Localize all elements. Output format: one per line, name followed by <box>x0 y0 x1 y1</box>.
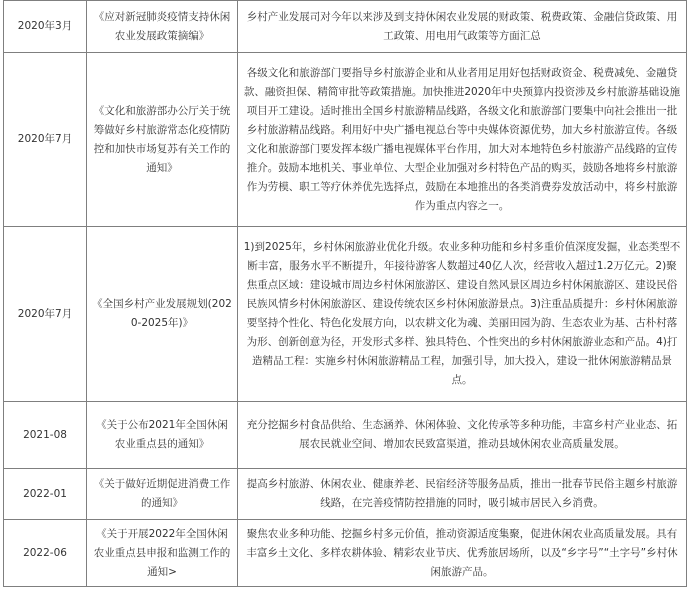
date-cell: 2020年3月 <box>4 1 87 53</box>
policy-title-cell: 《关于做好近期促进消费工作的通知》 <box>87 469 238 520</box>
date-cell: 2022-06 <box>4 520 87 587</box>
date-cell: 2021-08 <box>4 402 87 469</box>
date-cell: 2020年7月 <box>4 227 87 402</box>
policy-title-cell: 《关于公布2021年全国休闲农业重点县的通知》 <box>87 402 238 469</box>
date-cell: 2022-01 <box>4 469 87 520</box>
table-row <box>4 227 687 402</box>
table-row <box>4 469 687 520</box>
policy-title-cell: 《应对新冠肺炎疫情支持休闲农业发展政策摘编》 <box>87 1 238 53</box>
policy-content-cell: 充分挖掘乡村食品供给、生态涵养、休闲体验、文化传承等多种功能，丰富乡村产业业态、拓展农民就业空间、增加农民致富渠道，推动县域休闲农业高质量发展。 <box>238 402 687 469</box>
table-row <box>4 402 687 469</box>
policy-content-cell: 1)到2025年，乡村休闲旅游业优化升级。农业多种功能和乡村多重价值深度发掘，业态类型不断丰富，服务水平不断提升，年接待游客人数超过40亿人次，经营收入超过1.2万亿元。2)聚焦重点区域：建设城市周边乡村休闲旅游区、建设自然风景区周边乡村休闲旅游区、建设民俗民族风情乡村休闲旅游区、建设传统农区乡村休闲旅游景点。3)注重品质提升：乡村休闲旅游要坚持个性化、特色化发展方向，以农耕文化为魂、美丽田园为韵、生态农业为基、古朴村落为形、创新创意为径，开发形式多样、独具特色、个性突出的乡村休闲旅游业态和产品。4)打造精品工程：实施乡村休闲旅游精品工程，加强引导，加大投入，建设一批休闲旅游精品景点。 <box>238 227 687 402</box>
date-cell: 2020年7月 <box>4 53 87 227</box>
table-row <box>4 1 687 53</box>
table-row <box>4 520 687 587</box>
policy-title-cell: 《文化和旅游部办公厅关于统筹做好乡村旅游常态化疫情防控和加快市场复苏有关工作的通知》 <box>87 53 238 227</box>
policy-table <box>3 0 687 587</box>
policy-content-cell: 聚焦农业多种功能、挖掘乡村多元价值，推动资源适度集聚，促进休闲农业高质量发展。具有丰富乡土文化、多样农耕体验、精彩农业节庆、优秀旅居场所，以及“乡字号”“土字号”乡村休闲旅游产品。 <box>238 520 687 587</box>
policy-content-cell: 乡村产业发展司对今年以来涉及到支持休闲农业发展的财政策、税费政策、金融信贷政策、用工政策、用电用气政策等方面汇总 <box>238 1 687 53</box>
table-row <box>4 53 687 227</box>
policy-title-cell: 《关于开展2022年全国休闲农业重点县申报和监测工作的通知> <box>87 520 238 587</box>
policy-content-cell: 各级文化和旅游部门要指导乡村旅游企业和从业者用足用好包括财政资金、税费减免、金融贷款、融资担保、精简审批等政策措施。加快推进2020年中央预算内投资涉及乡村旅游基础设施项目开工建设。适时推出全国乡村旅游精品线路，各级文化和旅游部门要集中向社会推出一批乡村旅游精品线路。利用好中央广播电视总台等中央媒体资源优势，加大乡村旅游宣传。各级文化和旅游部门要发挥本级广播电视媒体平台作用，加大对本地特色乡村旅游产品线路的宣传推介。鼓励本地机关、事业单位、大型企业加强对乡村特色产品的购买，鼓励各地将乡村旅游作为劳模、职工等疗休养优先选择点，鼓励在本地推出的各类消费券发放活动中，将乡村旅游作为重点内容之一。 <box>238 53 687 227</box>
policy-content-cell: 提高乡村旅游、休闲农业、健康养老、民宿经济等服务品质，推出一批春节民俗主题乡村旅游线路，在完善疫情防控措施的同时，吸引城市居民入乡消费。 <box>238 469 687 520</box>
policy-title-cell: 《全国乡村产业发展规划(2020-2025年)》 <box>87 227 238 402</box>
